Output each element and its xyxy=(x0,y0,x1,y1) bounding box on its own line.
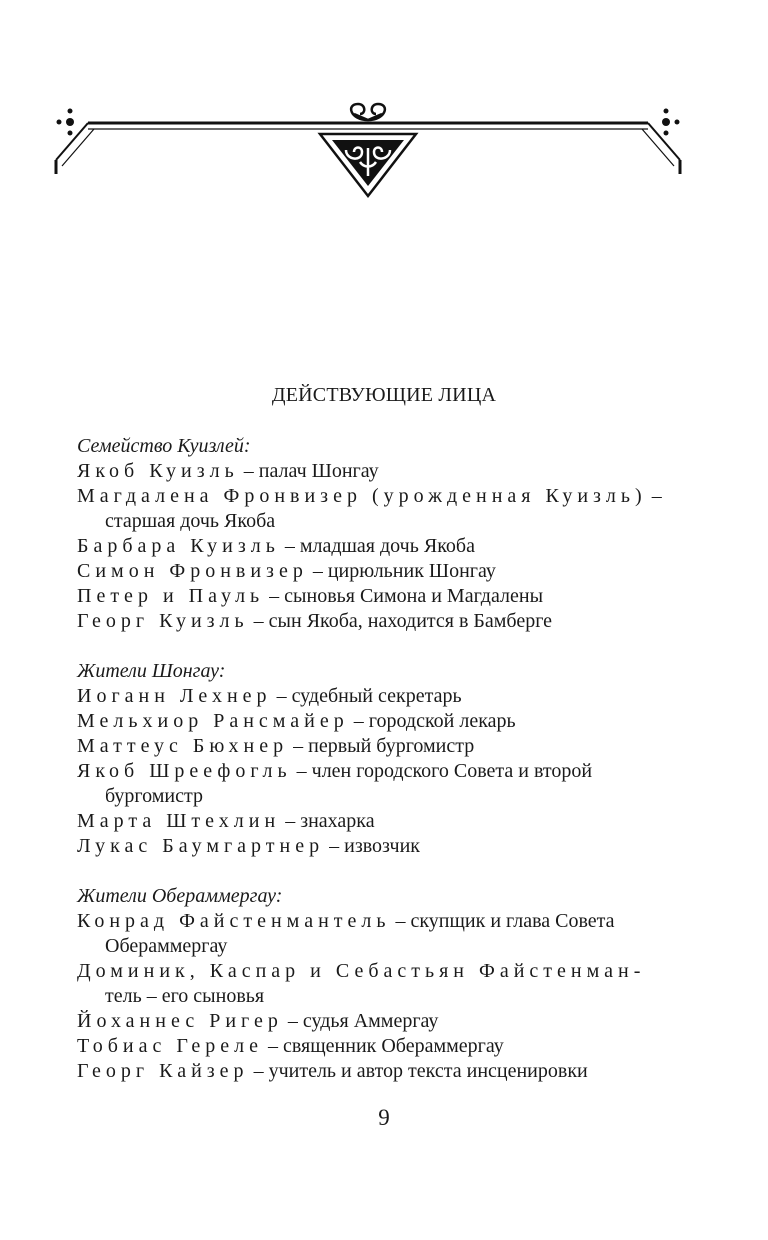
section-schongau-residents xyxy=(77,659,651,859)
character-description: – судья Аммергау xyxy=(282,1010,439,1032)
list-item xyxy=(77,534,651,559)
list-item xyxy=(77,709,651,734)
character-description: – знахарка xyxy=(280,810,375,832)
section-oberammergau-residents xyxy=(77,884,651,1084)
character-name: Симон Фронвизер xyxy=(77,560,308,582)
character-name: Конрад Файстенмантель xyxy=(77,910,391,932)
list-item xyxy=(77,1034,651,1059)
section-heading: Семейство Куизлей: xyxy=(77,435,251,457)
page-title: ДЕЙСТВУЮЩИЕ ЛИЦА xyxy=(271,384,497,406)
character-description: – xyxy=(646,485,662,507)
page-number: 9 xyxy=(378,1105,390,1130)
character-name: Доминик, Каспар и Себастьян Файстенман- xyxy=(77,960,646,982)
character-description-continued: тель – его сыновья xyxy=(105,985,265,1007)
character-name: Барбара Куизль xyxy=(77,535,280,557)
list-item xyxy=(77,484,662,534)
character-name: Маттеус Бюхнер xyxy=(77,735,289,757)
character-description: – сыновья Симона и Магдалены xyxy=(264,585,544,607)
character-name: Якоб Шреефогль xyxy=(77,760,292,782)
list-item xyxy=(77,834,651,859)
character-description: – извозчик xyxy=(324,835,420,857)
character-name: Якоб Куизль xyxy=(77,460,239,482)
header-ornament-icon xyxy=(50,100,686,200)
character-description: – скупщик и глава Совета xyxy=(390,910,615,932)
list-item xyxy=(77,734,651,759)
character-name: Йоханнес Ригер xyxy=(77,1010,283,1032)
character-name: Лукас Баумгартнер xyxy=(77,835,325,857)
characters-list xyxy=(77,434,662,1109)
character-name: Тобиас Гереле xyxy=(77,1035,263,1057)
character-description: – сын Якоба, находится в Бамберге xyxy=(248,610,553,632)
section-heading: Жители Обераммергау: xyxy=(77,885,283,907)
list-item xyxy=(77,909,651,959)
character-description: – священник Обераммергау xyxy=(263,1035,504,1057)
character-description: – судебный секретарь xyxy=(271,685,462,707)
character-description-continued: Обераммергау xyxy=(105,935,228,957)
list-item xyxy=(77,559,651,584)
list-item xyxy=(77,809,651,834)
character-name: Георг Куизль xyxy=(77,610,249,632)
character-name: Мельхиор Рансмайер xyxy=(77,710,349,732)
character-description-continued: бургомистр xyxy=(105,785,203,807)
character-name: Петер и Пауль xyxy=(77,585,265,607)
character-name: Марта Штехлин xyxy=(77,810,281,832)
character-description: – первый бургомистр xyxy=(288,735,475,757)
list-item xyxy=(77,684,651,709)
section-heading: Жители Шонгау: xyxy=(77,660,226,682)
list-item xyxy=(77,609,651,634)
list-item xyxy=(77,1009,651,1034)
section-quizl-family xyxy=(77,434,662,634)
list-item xyxy=(77,584,651,609)
character-description: – младшая дочь Якоба xyxy=(279,535,475,557)
list-item xyxy=(77,459,651,484)
character-description: – городской лекарь xyxy=(348,710,516,732)
character-description: – учитель и автор текста инсценировки xyxy=(248,1060,588,1082)
character-description: – палач Шонгау xyxy=(238,460,379,482)
character-name: Иоганн Лехнер xyxy=(77,685,272,707)
character-description: – цирюльник Шонгау xyxy=(307,560,496,582)
character-description-continued: старшая дочь Якоба xyxy=(105,510,276,532)
list-item xyxy=(77,1059,651,1084)
character-name: Магдалена Фронвизер (урожденная Куизль) xyxy=(77,485,647,507)
character-name: Георг Кайзер xyxy=(77,1060,249,1082)
list-item xyxy=(77,959,651,1009)
list-item xyxy=(77,759,651,809)
character-description: – член городского Совета и второй xyxy=(291,760,593,782)
